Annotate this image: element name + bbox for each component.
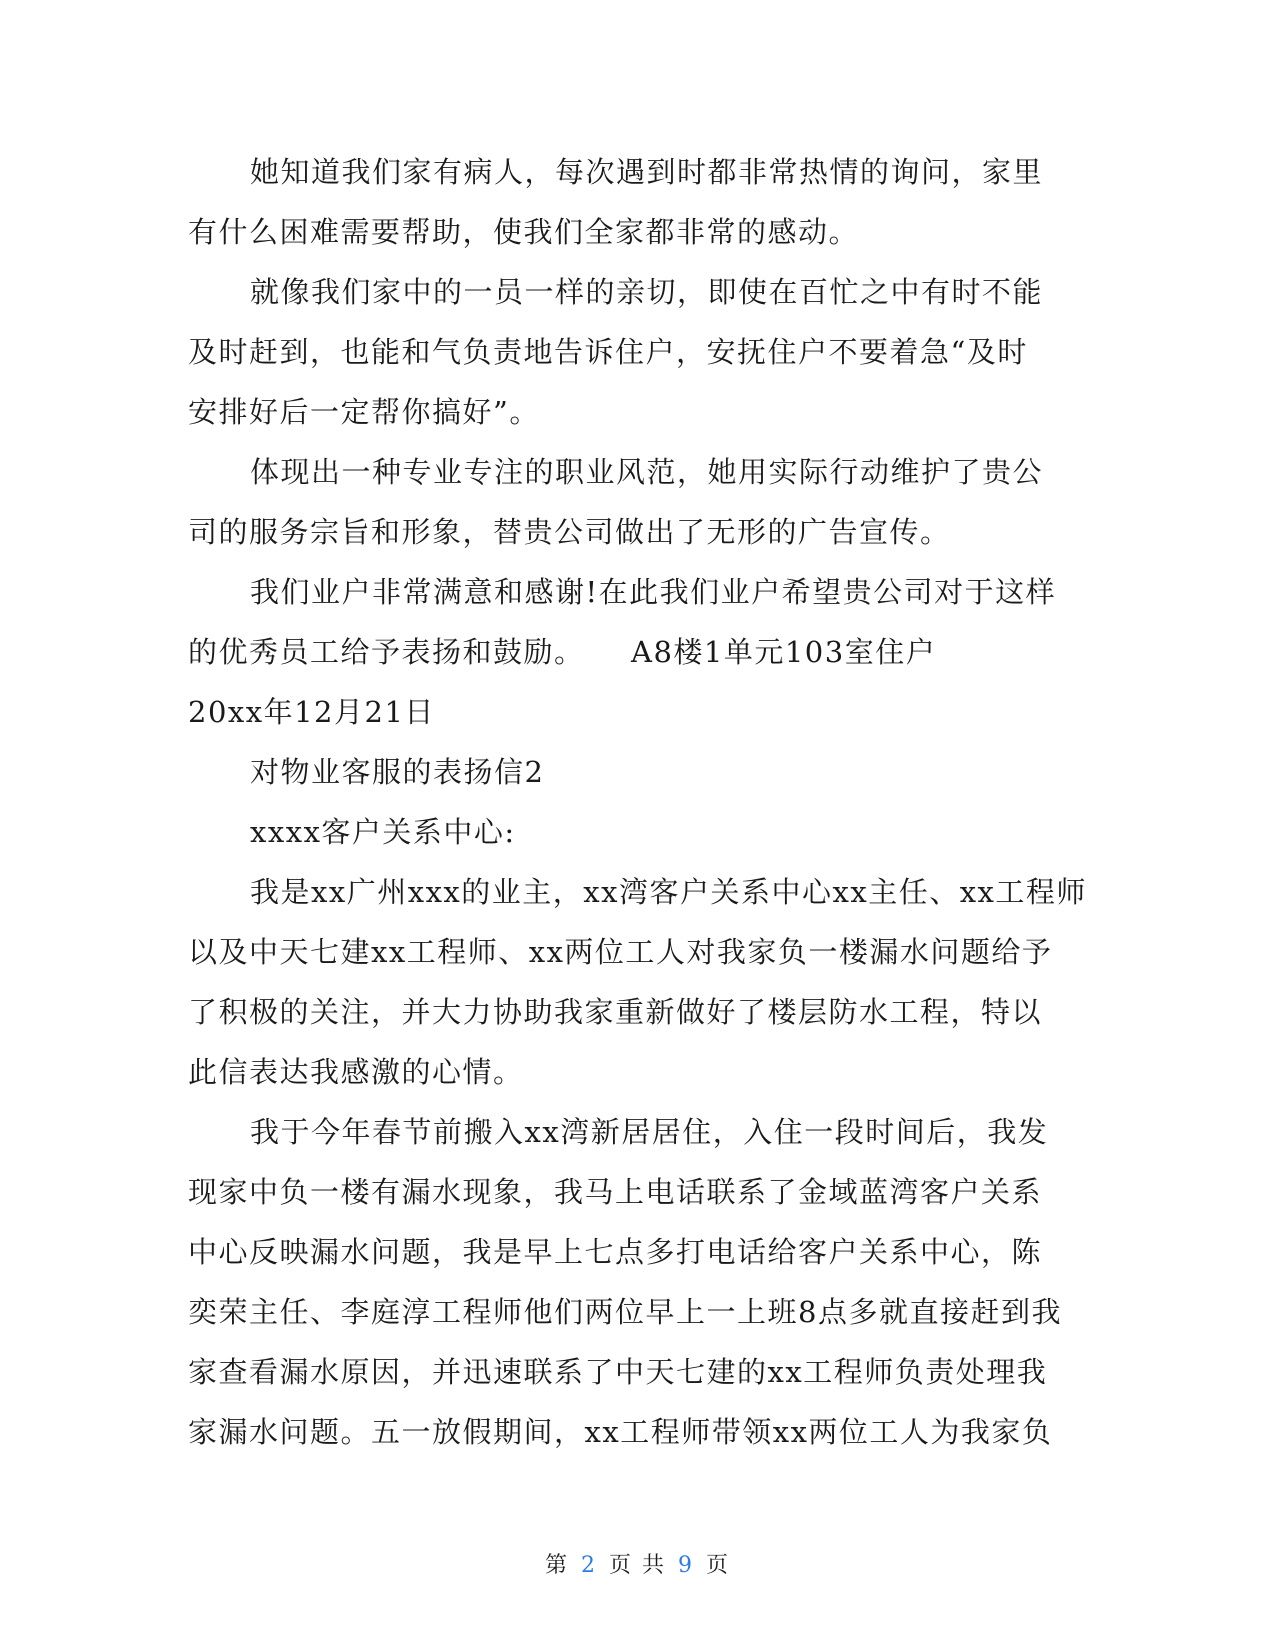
document-body: [188, 142, 1087, 1462]
paragraph-line: 她知道我们家有病人，每次遇到时都非常热情的询问，家里: [250, 155, 1044, 189]
paragraph-line: 我们业户非常满意和感谢!在此我们业户希望贵公司对于这样: [250, 575, 1057, 609]
paragraph-line: 中心反映漏水问题，我是早上七点多打电话给客户关系中心，陈: [188, 1235, 1043, 1269]
paragraph-line: 家查看漏水原因，并迅速联系了中天七建的xx工程师负责处理我: [188, 1355, 1048, 1389]
paragraph-line: 奕荣主任、李庭淳工程师他们两位早上一上班8点多就直接赶到我: [188, 1295, 1062, 1329]
paragraph-line: 安排好后一定帮你搞好”。: [188, 395, 540, 429]
paragraph-line: 及时赶到，也能和气负责地告诉住户，安抚住户不要着急“及时: [188, 335, 1028, 369]
paragraph-line: 了积极的关注，并大力协助我家重新做好了楼层防水工程，特以: [188, 995, 1043, 1029]
paragraph-line: 司的服务宗旨和形象，替贵公司做出了无形的广告宣传。: [188, 515, 951, 549]
paragraph-line: 体现出一种专业专注的职业风范，她用实际行动维护了贵公: [250, 455, 1044, 489]
paragraph-line: 有什么困难需要帮助，使我们全家都非常的感动。: [188, 215, 860, 249]
footer-prefix: 第: [544, 1553, 569, 1578]
page-footer: [0, 1548, 1275, 1579]
footer-suffix: 页: [706, 1553, 731, 1578]
paragraph-line: 我于今年春节前搬入xx湾新居居住，入住一段时间后，我发: [250, 1115, 1049, 1149]
paragraph-line: 此信表达我感激的心情。: [188, 1055, 524, 1089]
footer-page-number: 2: [581, 1553, 597, 1578]
paragraph-line: 的优秀员工给予表扬和鼓励。 A8楼1单元103室住户: [188, 635, 937, 669]
footer-middle: 页 共: [609, 1553, 666, 1578]
letter-title: 对物业客服的表扬信2: [250, 755, 545, 789]
paragraph-line: 现家中负一楼有漏水现象，我马上电话联系了金域蓝湾客户关系: [188, 1175, 1043, 1209]
paragraph-line: 以及中天七建xx工程师、xx两位工人对我家负一楼漏水问题给予: [188, 935, 1053, 969]
footer-total-pages: 9: [678, 1553, 694, 1578]
paragraph-line: 家漏水问题。五一放假期间，xx工程师带领xx两位工人为我家负: [188, 1415, 1053, 1449]
salutation: xxxx客户关系中心:: [250, 815, 516, 849]
paragraph-line: 我是xx广州xxx的业主，xx湾客户关系中心xx主任、xx工程师: [250, 875, 1087, 909]
paragraph-line: 就像我们家中的一员一样的亲切，即使在百忙之中有时不能: [250, 275, 1044, 309]
date-line: 20xx年12月21日: [188, 695, 435, 729]
